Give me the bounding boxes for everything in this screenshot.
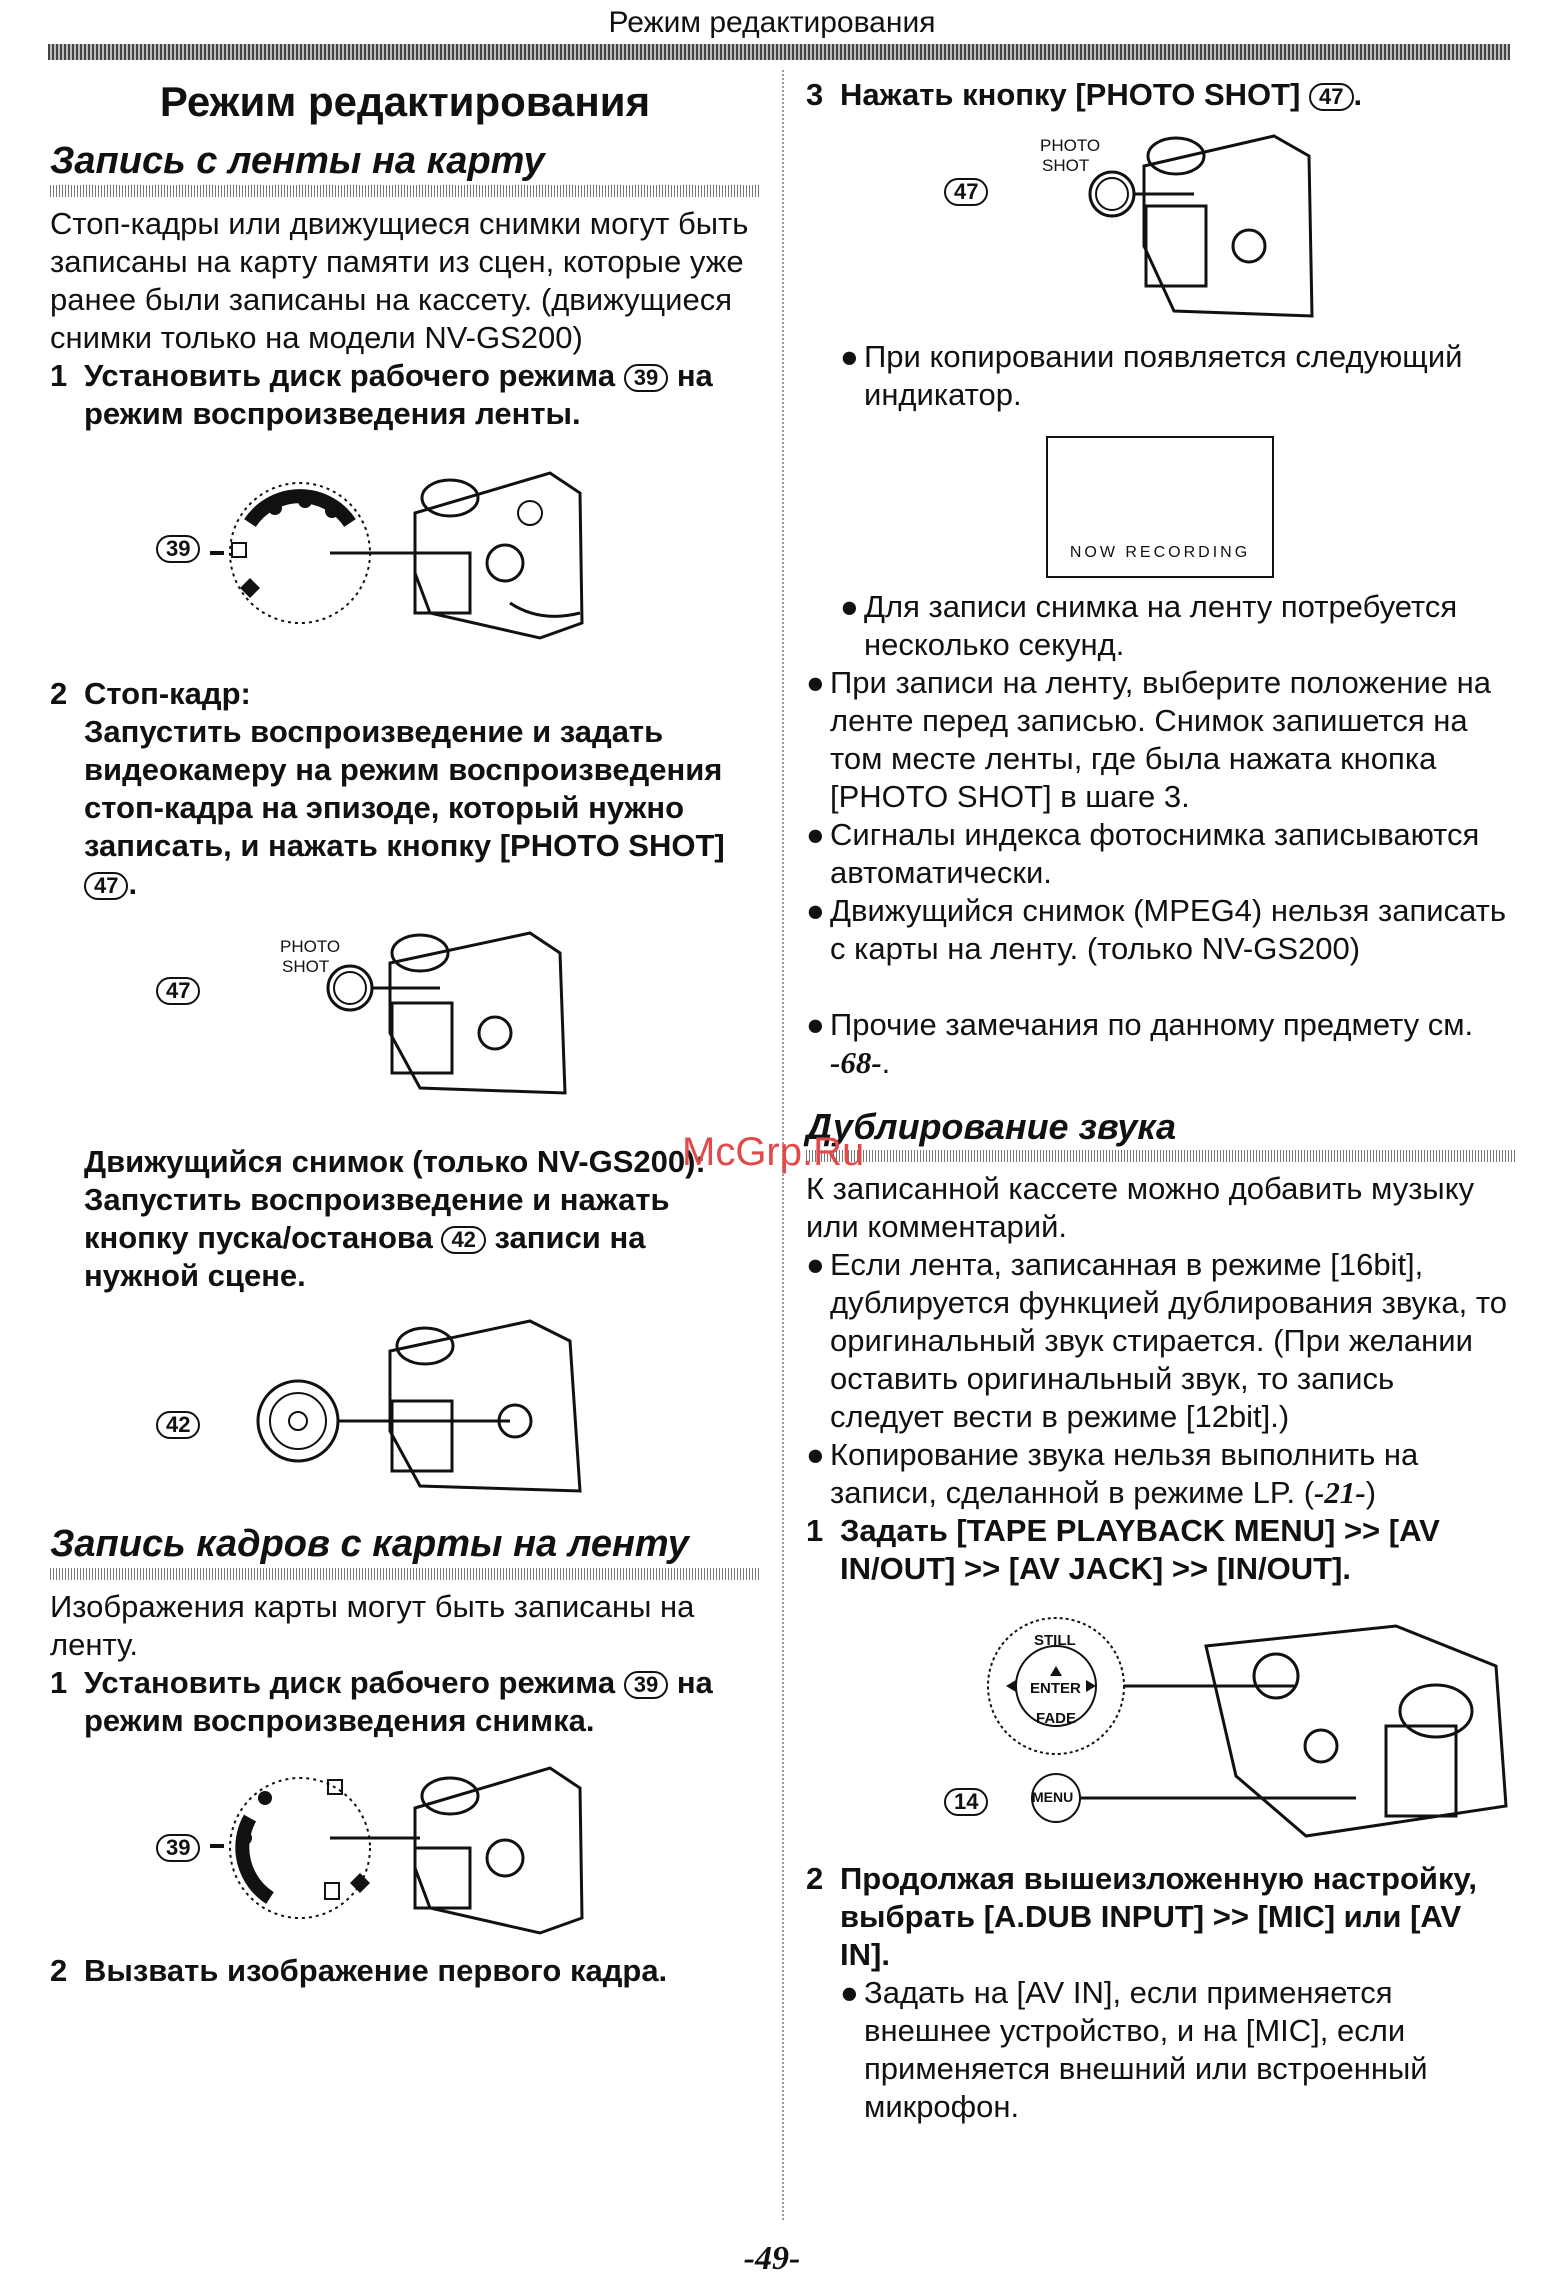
enter-label: ENTER: [1030, 1680, 1081, 1697]
bullet-icon: ●: [840, 589, 859, 624]
section-intro: Изображения карты могут быть записаны на ленту.: [50, 1589, 695, 1662]
ref-badge: 39: [156, 535, 200, 563]
bullet-icon: ●: [806, 1007, 825, 1042]
step-text: Вызвать изображение первого кадра.: [84, 1953, 668, 1988]
section-rule: [50, 185, 760, 197]
bullet-icon: ●: [806, 665, 825, 700]
ref-badge: 47: [156, 977, 200, 1005]
note-index-signals: [806, 816, 1516, 892]
moving-text: записи на нужной сцене.: [84, 1220, 646, 1293]
header-bar: [48, 44, 1510, 60]
bullet-icon: ●: [806, 817, 825, 852]
section-rule: [806, 1150, 1516, 1162]
screen-text: NOW RECORDING: [1069, 544, 1251, 561]
figure-photo-shot-left: [50, 923, 760, 1103]
page-header-title: Режим редактирования: [608, 6, 936, 39]
record-button-camera-illustration: [250, 1311, 590, 1501]
step-number: 1: [806, 1513, 824, 1548]
step-2: [50, 675, 760, 903]
figure-menu-joystick: [806, 1606, 1516, 1846]
bullet-icon: ●: [840, 1975, 859, 2010]
step-title: Стоп-кадр:: [84, 676, 251, 711]
step-text: Установить диск рабочего режима: [84, 358, 616, 393]
section-title-tape-to-card: Запись с ленты на карту: [50, 140, 545, 182]
bullet-icon: ●: [806, 1247, 825, 1282]
step-1-card: [50, 1664, 760, 1740]
moving-title: Движущийся снимок (только NV-GS200):: [84, 1144, 706, 1179]
note-text: Для записи снимка на ленту потребуется несколько секунд.: [864, 589, 1458, 662]
step-number: 2: [50, 1953, 68, 1988]
page-reference: -68-: [830, 1045, 882, 1080]
page-number: -49-: [743, 2240, 801, 2277]
ref-badge: 42: [156, 1411, 200, 1439]
note-text: Задать на [AV IN], если применяется внешнее устройство, и на [MIC], если применяется внешний или встроенный микрофон.: [864, 1975, 1428, 2124]
step-text: Запустить воспроизведение и задать видеокамеру на режим воспроизведения стоп-кадра на эпизоде, который нужно записать, и нажать кнопку [PHOTO SHOT]: [84, 714, 725, 863]
step-1: [50, 357, 760, 433]
note-text: При копировании появляется следующий индикатор.: [864, 339, 1463, 412]
note-copy-indicator: [840, 338, 1516, 414]
main-title: Режим редактирования: [159, 78, 651, 125]
note-seconds: [840, 588, 1516, 664]
bullet-icon: ●: [840, 339, 859, 374]
joystick-camera-illustration: [976, 1606, 1516, 1846]
step-2-card: [50, 1952, 760, 1990]
note-text: Сигналы индекса фотоснимка записываются автоматически.: [830, 817, 1480, 890]
step-text-end: .: [128, 866, 138, 901]
ref-badge: 47: [944, 178, 988, 206]
menu-label: MENU: [1032, 1789, 1074, 1805]
step-text: Продолжая вышеизложенную настройку, выбрать [A.DUB INPUT] >> [MIC] или [AV IN].: [840, 1861, 1477, 1972]
note-av-in: [840, 1974, 1516, 2126]
photo-label: PHOTO: [1040, 136, 1101, 155]
moving-text: Запустить воспроизведение и нажать кнопку пуска/останова: [84, 1182, 670, 1255]
step-number: 1: [50, 358, 68, 393]
note-text-end: ): [1365, 1475, 1377, 1510]
note-text: Прочие замечания по данному предмету см.: [830, 1007, 1474, 1042]
bullet-icon: ●: [806, 893, 825, 928]
step-text-end: .: [1353, 77, 1363, 112]
step-text: Нажать кнопку [PHOTO SHOT]: [840, 77, 1301, 112]
shot-label: SHOT: [282, 957, 330, 976]
photo-shot-camera-illustration: [1084, 126, 1324, 326]
photo-shot-camera-illustration: [320, 923, 580, 1103]
ref-badge: 39: [624, 1671, 668, 1699]
right-column: [806, 70, 1516, 2126]
step-text: на режим воспроизведения снимка.: [84, 1665, 713, 1738]
section-rule: [50, 1568, 760, 1580]
note-16bit: [806, 1246, 1516, 1436]
page-reference: -21-: [1314, 1475, 1366, 1510]
step-text: на режим воспроизведения ленты.: [84, 358, 713, 431]
ref-badge: 39: [624, 364, 668, 392]
mode-dial-camera-illustration: [210, 453, 590, 653]
section-title-card-to-tape: Запись кадров с карты на ленту: [50, 1523, 689, 1565]
ref-badge: 47: [84, 872, 128, 900]
note-tape-position: [806, 664, 1516, 816]
note-lp-mode: [806, 1436, 1516, 1512]
ref-badge: 47: [1309, 83, 1353, 111]
shot-label: SHOT: [1042, 156, 1090, 175]
step-number: 2: [806, 1861, 824, 1896]
figure-mode-dial-tape: [50, 453, 760, 653]
section-title-audio-dub: Дублирование звука: [806, 1106, 1177, 1147]
step-number: 1: [50, 1665, 68, 1700]
section-intro: Стоп-кадры или движущиеся снимки могут быть записаны на карту памяти из сцен, которые уже ранее были записаны на кассету. (движущиеся снимки только на модели NV-GS200): [50, 206, 749, 355]
note-mpeg4: [806, 892, 1516, 968]
ref-badge: 39: [156, 1834, 200, 1862]
step-number: 3: [806, 77, 824, 112]
figure-mode-dial-card: [50, 1758, 760, 1938]
step-3: [806, 76, 1516, 114]
step-text: Установить диск рабочего режима: [84, 1665, 616, 1700]
bullet-icon: ●: [806, 1437, 825, 1472]
ref-badge: 14: [944, 1788, 988, 1816]
note-text: При записи на ленту, выберите положение на ленте перед записью. Снимок запишется на том месте ленты, где была нажата кнопка [PHOTO SHOT] в шаге 3.: [830, 665, 1491, 814]
section-intro: К записанной кассете можно добавить музыку или комментарий.: [806, 1171, 1475, 1244]
figure-record-button: [50, 1311, 760, 1501]
step-number: 2: [50, 676, 68, 711]
step-2-audio: [806, 1860, 1516, 1974]
fade-label: FADE: [1036, 1710, 1077, 1727]
note-text: Если лента, записанная в режиме [16bit], дублируется функцией дублирования звука, то оригинальный звук стирается. (При желании оставить оригинальный звук, то запись следует вести в режиме [12bit].): [830, 1247, 1507, 1434]
ref-badge: 42: [441, 1226, 485, 1254]
mode-dial-card-illustration: [210, 1758, 590, 1938]
figure-photo-shot-right: [806, 126, 1516, 326]
note-other-remarks: [806, 1006, 1516, 1082]
photo-label: PHOTO: [280, 937, 341, 956]
note-text: Копирование звука нельзя выполнить на записи, сделанной в режиме LP. (: [830, 1437, 1419, 1510]
still-label: STILL: [1034, 1632, 1076, 1649]
note-text-end: .: [881, 1045, 891, 1080]
watermark: McGrp.Ru: [682, 1130, 865, 1174]
now-recording-screen: [1046, 436, 1274, 578]
left-column: [50, 70, 760, 1990]
note-text: Движущийся снимок (MPEG4) нельзя записать с карты на ленту. (только NV-GS200): [830, 893, 1507, 966]
moving-image-block: [50, 1143, 760, 1295]
step-text: Задать [TAPE PLAYBACK MENU] >> [AV IN/OUT] >> [AV JACK] >> [IN/OUT].: [840, 1513, 1440, 1586]
step-1-audio: [806, 1512, 1516, 1588]
